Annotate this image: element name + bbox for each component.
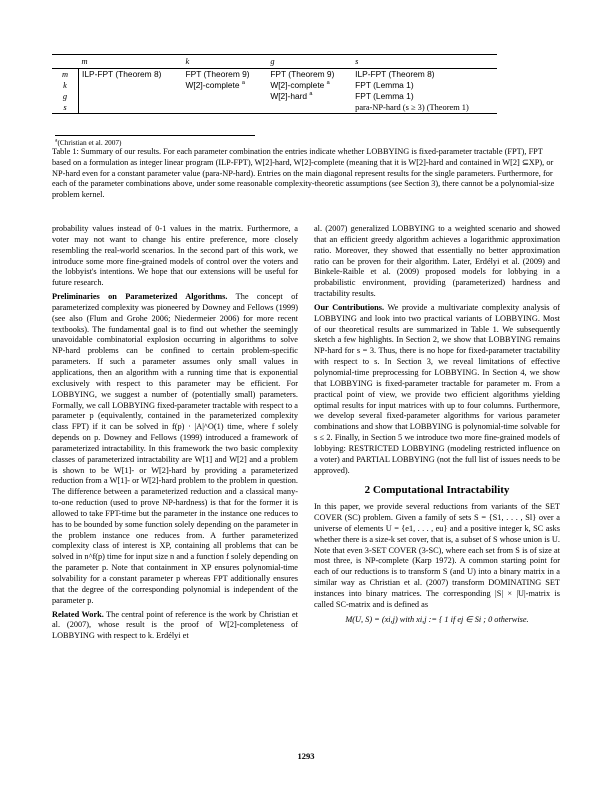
table-cell: FPT (Lemma 1) xyxy=(355,80,414,90)
table-cell: para-NP-hard (s ≥ 3) (Theorem 1) xyxy=(352,102,497,114)
table-cell xyxy=(183,91,268,102)
footnote-mark: a xyxy=(309,91,313,98)
footnote-mark: a xyxy=(241,80,245,87)
footnote-mark: a xyxy=(55,137,58,144)
row-header: k xyxy=(52,80,79,91)
footnote-mark: a xyxy=(326,80,330,87)
header-cell: k xyxy=(183,55,268,69)
table-row xyxy=(52,69,497,81)
table-cell xyxy=(79,102,183,114)
table-row xyxy=(52,102,497,114)
paragraph-heading: Preliminaries on Parameterized Algorithms. xyxy=(52,292,228,302)
table-caption: Table 1: Summary of our results. For each parameter combination the entries indicate whether LOBBYING is fixed-parameter tractable (FPT), FPT based on a formulation as integer linear program (ILP-FPT), W[2]-hard, W[2]-complete (meaning that it is W[2]-hard and contained in W[2] ⊆XP), or NP-hard even for a constant parameter value (para-NP-hard). Entries on the main diagonal represent results for the single parameters. Furthermore, for each of the parameter combinations above, under some reasonable complexity-theoretic assumptions (see Section 3), there cannot be a polynomial-size problem kernel. xyxy=(52,147,555,200)
table-footnote xyxy=(55,135,255,147)
table-cell: FPT (Lemma 1) xyxy=(355,91,414,101)
table-cell xyxy=(267,80,352,91)
cell-text: W[2]-hard xyxy=(270,91,310,101)
table-cell: FPT (Theorem 9) xyxy=(185,69,250,79)
table-cell: ILP-FPT (Theorem 8) xyxy=(82,69,162,79)
results-table-container xyxy=(52,54,497,114)
section-title: 2 Computational Intractability xyxy=(364,484,510,497)
paragraph xyxy=(52,292,298,606)
header-cell: s xyxy=(352,55,497,69)
paragraph-heading: Our Contributions. xyxy=(314,302,385,312)
paragraph-text: The concept of parameterized complexity was pioneered by Downey and Fellows (1999) (see also (Flum and Grohe 2006; Niedermeier 2006) for more recent textbooks). The fundamental goal is to find out whether the seemingly unavoidable combinatorial explosion occurring in algorithms to solve NP-hard problems can be confined to certain problem-specific parameters. If such a parameter assumes only small values in applications, then an algorithm with a running time that is exponential exclusively with respect to this parameter may be efficient. For LOBBYING, we suggest a number of (potentially small) parameters. Formally, we call LOBBYING fixed-parameter tractable with respect to a parameter p (equivalently, contained in the parameterized complexity class FPT) if it can be solved in f(p) · |A|^O(1) time, where f solely depends on p. Downey and Fellows (1999) introduced a framework of parameterized intractability. In this framework the two basic complexity classes of parameterized intractability are W[1] and W[2] and a problem is shown to be W[1]- or W[2]-hard by providing a parameterized reduction from a W[1]- or W[2]-hard problem to the problem in question. The difference between a parameterized reduction and a classical many-to-one reduction (used to prove NP-hardness) is that for the former it is allowed to take FPT-time but the parameter in the instance one reduces to has to be bounded by some function solely depending on the parameter in the problem instance one reduces from. A further parameterized complexity class of interest is XP, containing all problems that can be solved in n^f(p) time for input size n and a function f solely depending on the parameter p. Note that containment in XP ensures polynomial-time solvability for a constant parameter p whereas FPT additionally ensures that the degree of the corresponding polynomial is independent of the parameter p. xyxy=(52,292,298,605)
results-table xyxy=(52,54,497,114)
header-cell: g xyxy=(267,55,352,69)
paragraph-heading: Related Work. xyxy=(52,609,104,619)
cell-text: W[2]-complete xyxy=(185,80,242,90)
row-header: s xyxy=(52,102,79,114)
table-cell xyxy=(183,102,268,114)
row-header: g xyxy=(52,91,79,102)
paragraph-text: We provide a multivariate complexity analysis of LOBBYING and look into two practical variants of LOBBYING. Most of our theoretical results are summarized in Table 1. We subsequently sketch a few highlights. In Section 2, we show that LOBBYING remains NP-hard for s = 3. Thus, there is no hope for fixed-parameter tractability with respect to s. In Section 3, we reveal limitations of effective polynomial-time preprocessing for LOBBYING. In Section 4, we show that LOBBYING is fixed-parameter tractable for parameter m. From a practical point of view, we provide two efficient algorithms yielding optimal results for input matrices with up to four columns. Furthermore, we develop several fixed-parameter algorithms for various parameter combinations and show that LOBBYING is polynomial-time solvable for s ≤ 2. Finally, in Section 5 we introduce two more fine-grained models of lobbying: RESTRICTED LOBBYING (modeling restricted influence on a voter) and PARTIAL LOBBYING (not the full list of issues needs to be approved). xyxy=(314,302,560,475)
table-cell xyxy=(267,102,352,114)
table-cell: FPT (Theorem 9) xyxy=(270,69,335,79)
table-cell xyxy=(79,80,183,91)
paragraph: probability values instead of 0-1 values in the matrix. Furthermore, a voter may not want to change his entire preference, more closely resembling the real-world scenarios. In the second part of this work, we introduce some more fine-grained models of control over the voters and the lobbyist's intentions. We hope that our extensions will be useful for future research. xyxy=(52,224,298,288)
paragraph xyxy=(314,303,560,477)
row-header: m xyxy=(52,69,79,81)
table-row xyxy=(52,80,497,91)
table-cell: ILP-FPT (Theorem 8) xyxy=(355,69,435,79)
table-cell xyxy=(79,91,183,102)
equation: M(U, S) = (xi,j) with xi,j := { 1 if ej ∈ Si ; 0 otherwise. xyxy=(345,614,529,624)
table-header-row xyxy=(52,55,497,69)
page-number: 1293 xyxy=(297,751,315,761)
table-row xyxy=(52,91,497,102)
footnote-text: (Christian et al. 2007) xyxy=(57,138,122,147)
left-column xyxy=(52,224,298,645)
cell-text: W[2]-complete xyxy=(270,80,327,90)
paragraph: In this paper, we provide several reductions from variants of the SET COVER (SC) problem. Given a family of sets S = {S1, . . . , Sl} over a universe of elements U = {e1, . . . , eu} and a positive integer k, SC asks whether there is a size-k set cover, that is, a subset of S whose union is U. Note that even 3-SET COVER (3-SC), where each set from S is of size at most three, is NP-complete (Karp 1972). A common starting point for each of our reductions is to transform S (and U) into a binary matrix in a similar way as Christian et al. (2007) transform DOMINATING SET instances into binary matrices. The corresponding |S| × |U|-matrix is called SC-matrix and is defined as xyxy=(314,502,560,609)
paragraph: al. (2007) generalized LOBBYING to a weighted scenario and showed that an efficient greedy algorithm achieves a logarithmic approximation ratio. Moreover, they showed that essentially no better approximation ratio can be proven for their algorithm. Later, Erdélyi et al. (2009) and Binkele-Raible et al. (2009) proposed models for lobbying in a probabilistic environment, providing (parameterized) hardness and tractability results. xyxy=(314,224,560,299)
header-cell: m xyxy=(79,55,183,69)
paragraph-text: The central point of reference is the work by Christian et al. (2007), whose result is the proof of W[2]-completeness of LOBBYING with respect to k. Erdélyi et xyxy=(52,609,298,641)
table-cell xyxy=(183,80,268,91)
right-column xyxy=(314,224,560,630)
paragraph xyxy=(52,610,298,643)
table-cell xyxy=(267,91,352,102)
header-cell xyxy=(52,55,79,69)
